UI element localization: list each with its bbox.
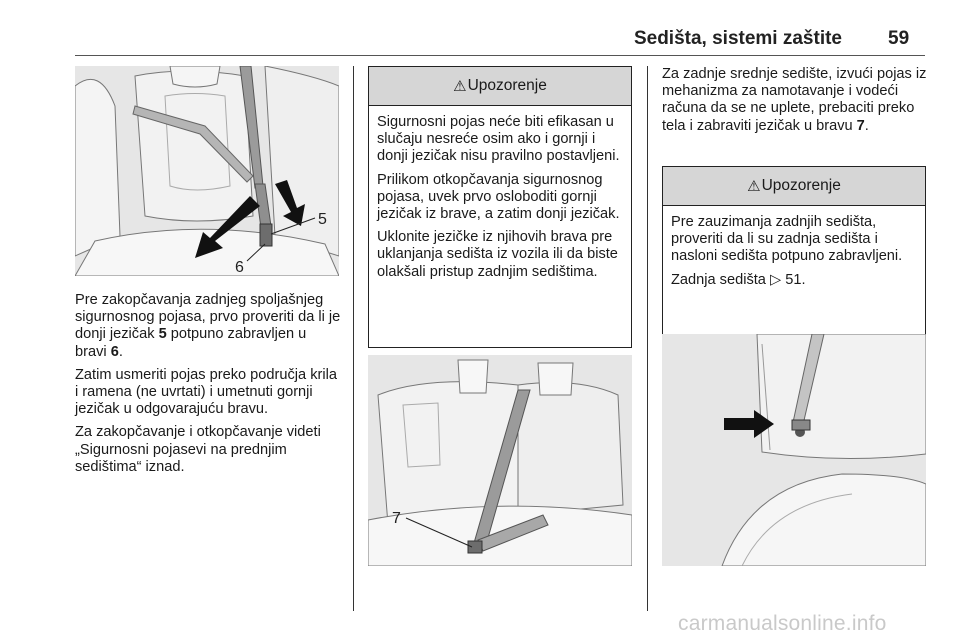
warning-title-2: Upozorenje bbox=[761, 177, 841, 194]
warning-paragraph-2: Prilikom otkopčavanja sigurnosnog pojasa, uvek prvo osloboditi gornji jezičak iz brave, a zatim donji jezičak. bbox=[377, 171, 620, 223]
page-header-title: Sedišta, sistemi zaštite bbox=[633, 28, 842, 49]
warning-header bbox=[369, 67, 631, 106]
paragraph-route-belt: Zatim usmeriti pojas preko područja krila i ramena (ne uvrtati) i umetnuti gornji jezičak u odgovarajuću bravu. bbox=[75, 366, 337, 418]
warning-box-belt bbox=[368, 66, 632, 348]
warning2-paragraph-2 bbox=[671, 272, 917, 289]
p1-text-c: . bbox=[118, 343, 123, 360]
paragraph-see-front-seats: Za zakopčavanje i otkopčavanje videti „Sigurnosni pojasevi na prednjim sedištima“ iznad. bbox=[75, 424, 321, 475]
outer-seat-belt-illustration bbox=[75, 66, 339, 276]
warning-triangle-icon: ⚠ bbox=[747, 178, 761, 195]
page-number: 59 bbox=[888, 28, 910, 49]
column-divider-right bbox=[647, 66, 648, 611]
figure-outer-seat-belt bbox=[75, 66, 339, 276]
center-seat-belt-illustration bbox=[368, 355, 632, 566]
rc-ref-7: 7 bbox=[856, 117, 865, 134]
rc-text-a: Za zadnje srednje sedište, izvući pojas iz mehanizma za namotavanje i vodeći računa da se ne uplete, prebaciti preko tela i zabraviti jezičak u bravu bbox=[662, 66, 927, 134]
right-column-text bbox=[662, 66, 928, 141]
warning-paragraph-1: Sigurnosni pojas neće biti efikasan u slučaju nesreće osim ako i gornji i donji jezičak nisu pravilno postavljeni. bbox=[377, 114, 620, 165]
page-reference-triangle-icon: ▷ bbox=[769, 271, 782, 288]
warning-triangle-icon: ⚠ bbox=[453, 78, 467, 95]
rc-text-b: . bbox=[864, 117, 869, 134]
paragraph-buckle-check bbox=[75, 292, 341, 361]
figure-center-seat-belt bbox=[368, 355, 632, 566]
w2p2-text-a: Zadnja sedišta bbox=[671, 271, 770, 288]
seat-lock-illustration bbox=[662, 334, 926, 566]
callout-6: 6 bbox=[235, 259, 244, 276]
paragraph-center-seat bbox=[662, 66, 928, 135]
warning-body-2 bbox=[663, 206, 925, 299]
p1-text-b: potpuno zabravljen u bravi bbox=[75, 326, 307, 360]
header-divider bbox=[75, 55, 925, 56]
p1-ref-5: 5 bbox=[158, 326, 167, 343]
w2p2-text-b: 51. bbox=[781, 271, 806, 288]
warning-paragraph-3: Uklonite jezičke iz njihovih brava pre uklanjanja sedišta iz vozila ili da biste olakšali pristup zadnjim sedištima. bbox=[377, 229, 618, 280]
warning-body bbox=[369, 106, 631, 291]
figure-seat-lock bbox=[662, 334, 926, 566]
callout-7: 7 bbox=[392, 510, 401, 527]
left-column-text bbox=[75, 292, 341, 482]
warning-box-seats bbox=[662, 166, 926, 342]
callout-5: 5 bbox=[318, 211, 327, 228]
watermark-text: carmanualsonline.info bbox=[678, 612, 887, 635]
warning-title: Upozorenje bbox=[467, 77, 547, 94]
warning2-paragraph-1: Pre zauzimanja zadnjih sedišta, proveriti da li su zadnja sedišta i nasloni sedišta potpuno zabravljeni. bbox=[671, 214, 903, 265]
p1-ref-6: 6 bbox=[110, 343, 119, 360]
column-divider-left bbox=[353, 66, 354, 611]
p1-text-a: Pre zakopčavanja zadnjeg spoljašnjeg sigurnosnog pojasa, prvo proveriti da li je donji jezičak bbox=[75, 292, 341, 343]
warning-header-2 bbox=[663, 167, 925, 206]
